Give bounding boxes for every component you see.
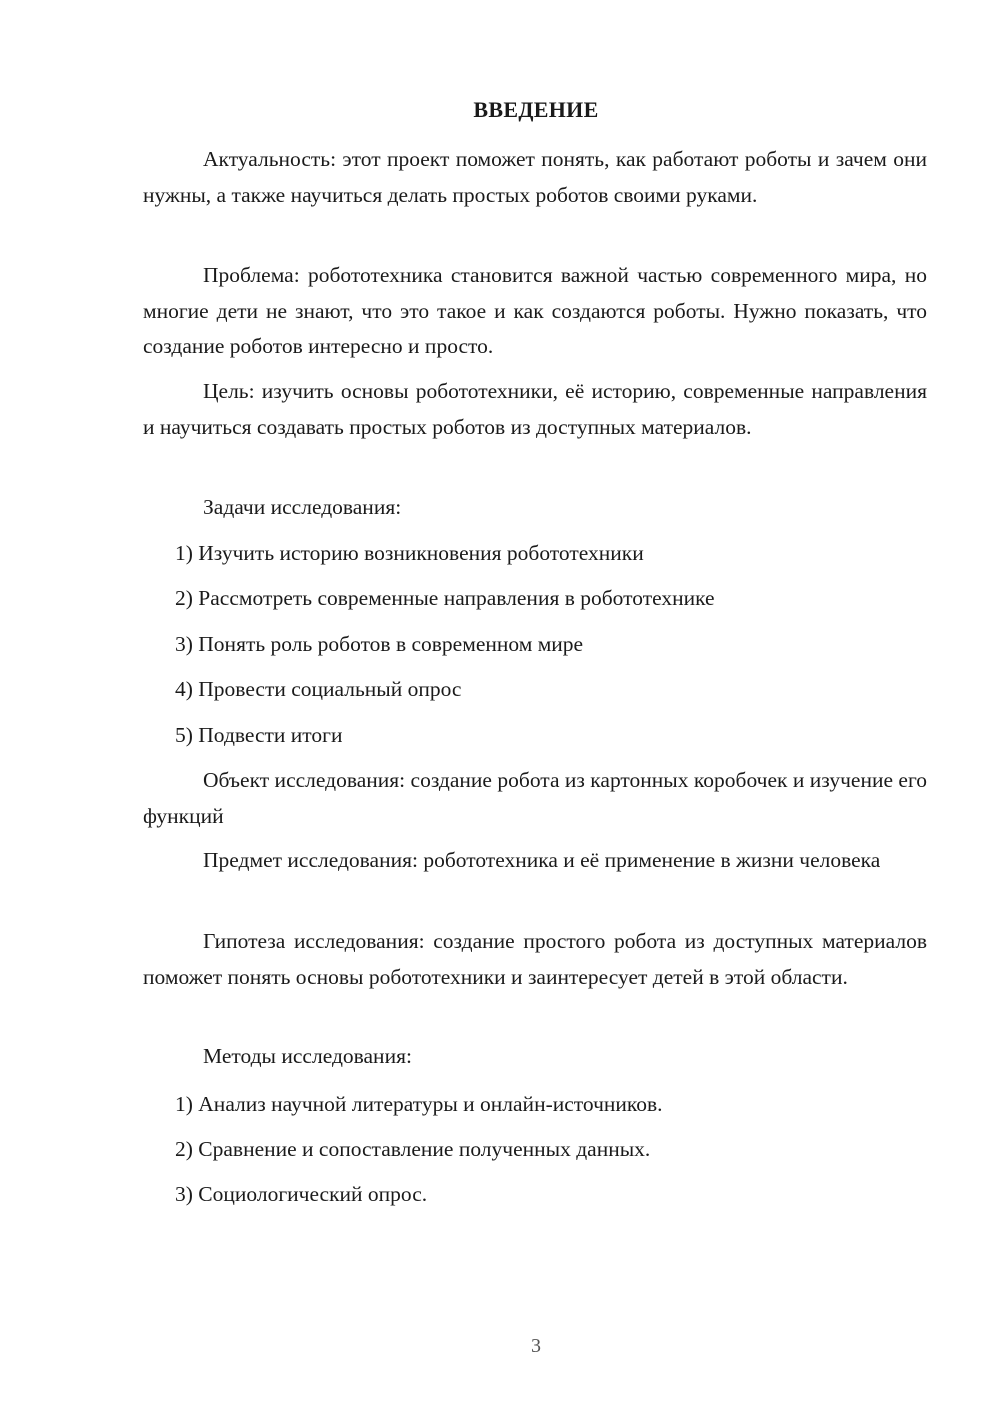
task-item: 3) Понять роль роботов в современном мире	[175, 632, 584, 656]
relevance-paragraph: Актуальность: этот проект поможет понять, как работают роботы и зачем они нужны, а также научиться делать простых роботов своими руками.	[143, 147, 927, 207]
object-paragraph: Объект исследования: создание робота из картонных коробочек и изучение его функций	[143, 768, 927, 828]
tasks-heading: Задачи исследования:	[203, 495, 402, 519]
goal-paragraph: Цель: изучить основы робототехники, её историю, современные направления и научиться создавать простых роботов из доступных материалов.	[143, 379, 927, 439]
task-item: 5) Подвести итоги	[175, 723, 343, 747]
method-item: 3) Социологический опрос.	[175, 1182, 428, 1206]
task-item: 2) Рассмотреть современные направления в робототехнике	[175, 586, 715, 610]
page-title: ВВЕДЕНИЕ	[473, 97, 599, 122]
problem-paragraph: Проблема: робототехника становится важной частью современного мира, но многие дети не знают, что это такое и как создаются роботы. Нужно показать, что создание роботов интересно и просто.	[143, 263, 927, 358]
method-item: 2) Сравнение и сопоставление полученных данных.	[175, 1137, 651, 1161]
hypothesis-paragraph: Гипотеза исследования: создание простого робота из доступных материалов поможет понять основы робототехники и заинтересует детей в этой области.	[143, 929, 927, 989]
task-item: 4) Провести социальный опрос	[175, 677, 462, 701]
subject-paragraph: Предмет исследования: робототехника и её применение в жизни человека	[203, 848, 881, 872]
method-item: 1) Анализ научной литературы и онлайн-источников.	[175, 1092, 663, 1116]
page-number: 3	[531, 1335, 541, 1357]
methods-heading: Методы исследования:	[203, 1044, 412, 1068]
task-item: 1) Изучить историю возникновения робототехники	[175, 541, 644, 565]
